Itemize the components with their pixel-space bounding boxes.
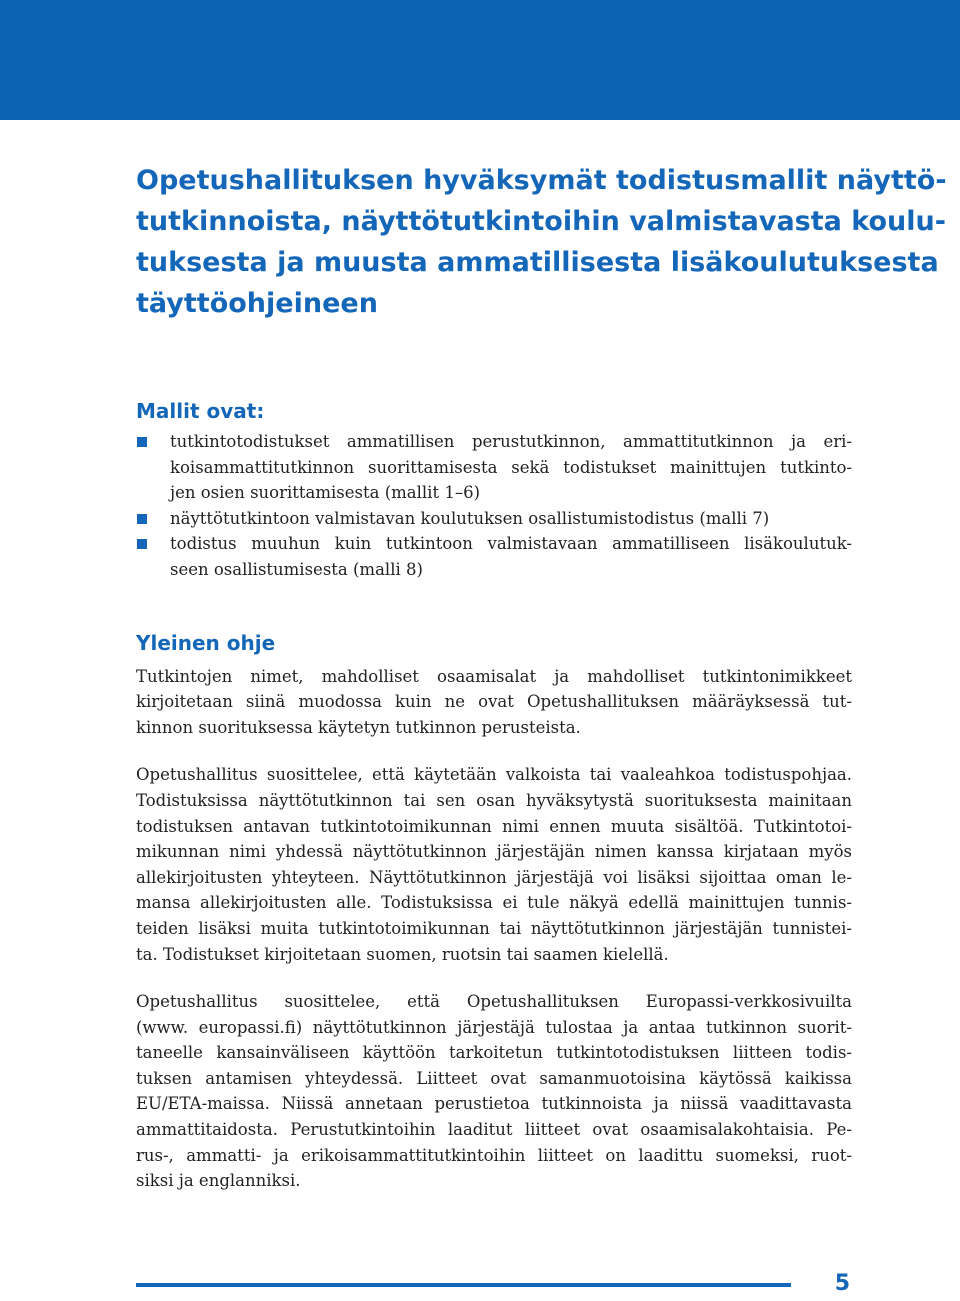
paragraph-line: ta. Todistukset kirjoitetaan suomen, ruotsin tai saamen kielellä. [136, 944, 669, 964]
yleinen-heading: Yleinen ohje [136, 630, 276, 655]
paragraph-line: Opetushallitus suosittelee, että käytetään valkoista tai vaaleahkoa todistuspohjaa. [136, 765, 852, 785]
paragraph-line: siksi ja englanniksi. [136, 1171, 301, 1191]
page-content [136, 160, 947, 1194]
list-item-line: tutkintotodistukset ammatillisen perustutkinnon, ammattitutkinnon ja eri- [170, 432, 852, 451]
title-line: tutkinnoista, näyttötutkintoihin valmistavasta koulu- [136, 206, 946, 237]
header-band [0, 0, 960, 120]
mallit-list [136, 429, 852, 583]
list-item-line: koisammattitutkinnon suorittamisesta sekä todistukset mainittujen tutkinto- [170, 457, 852, 477]
list-item-line: jen osien suorittamisesta (mallit 1–6) [170, 483, 481, 503]
page-number: 5 [834, 1271, 850, 1296]
paragraph [136, 664, 852, 741]
mallit-heading: Mallit ovat: [136, 399, 265, 423]
paragraph-line: allekirjoitusten yhteyteen. Näyttötutkinnon järjestäjä voi lisäksi sijoittaa oman le- [136, 867, 852, 887]
list-item-line: näyttötutkintoon valmistavan koulutuksen osallistumistodistus (malli 7) [170, 508, 770, 528]
paragraph [136, 989, 852, 1194]
list-item [136, 429, 852, 506]
paragraph-line: Tutkintojen nimet, mahdolliset osaamisalat ja mahdolliset tutkintonimikkeet [136, 666, 852, 686]
paragraph-line: mansa allekirjoitusten alle. Todistuksissa ei tule näkyä edellä mainittujen tunnis- [136, 893, 852, 913]
title-line: täyttöohjeineen [136, 288, 378, 319]
paragraph-line: (www. europassi.fi) näyttötutkinnon järjestäjä tulostaa ja antaa tutkinnon suorit- [136, 1017, 852, 1037]
paragraph-line: taneelle kansainväliseen käyttöön tarkoitetun tutkintotodistuksen liitteen todis- [136, 1043, 852, 1063]
paragraph-line: EU/ETA-maissa. Niissä annetaan perustietoa tutkinnoista ja niissä vaadittavasta [136, 1094, 852, 1114]
title-line: Opetushallituksen hyväksymät todistusmallit näyttö- [136, 165, 947, 196]
paragraph-line: mikunnan nimi yhdessä näyttötutkinnon järjestäjän nimen kanssa kirjataan myös [136, 842, 852, 862]
paragraph-line: todistuksen antavan tutkintotoimikunnan nimi ennen muuta sisältöä. Tutkintotoi- [136, 816, 852, 836]
paragraph-line: Opetushallitus suosittelee, että Opetushallituksen Europassi-verkkosivuilta [136, 992, 852, 1012]
paragraph-line: teiden lisäksi muita tutkintotoimikunnan tai näyttötutkinnon järjestäjän tunnistei- [136, 918, 852, 938]
paragraph-line: kinnon suorituksessa käytetyn tutkinnon perusteista. [136, 717, 581, 737]
paragraph-line: tuksen antamisen yhteydessä. Liitteet ovat samanmuotoisina käytössä kaikissa [136, 1068, 852, 1088]
list-item [136, 506, 852, 532]
paragraph [136, 762, 852, 967]
paragraph-line: Todistuksissa näyttötutkinnon tai sen osan hyväksytystä suorituksesta mainitaan [136, 790, 852, 810]
square-bullet-icon [137, 539, 147, 549]
list-item-line: todistus muuhun kuin tutkintoon valmistavaan ammatilliseen lisäkoulutuk- [170, 534, 852, 554]
page-title [136, 160, 947, 324]
paragraph-line: rus-, ammatti- ja erikoisammattitutkintoihin liitteet on laadittu suomeksi, ruot- [136, 1145, 852, 1165]
paragraph-line: kirjoitetaan siinä muodossa kuin ne ovat Opetushallituksen määräyksessä tut- [136, 692, 852, 712]
paragraph-line: ammattitaidosta. Perustutkintoihin laaditut liitteet ovat osaamisalakohtaisia. Pe- [136, 1120, 852, 1140]
list-item-line: seen osallistumisesta (malli 8) [170, 559, 423, 579]
square-bullet-icon [137, 514, 147, 524]
list-item [136, 531, 852, 582]
title-line: tuksesta ja muusta ammatillisesta lisäkoulutuksesta [136, 247, 939, 278]
footer-rule [136, 1283, 791, 1287]
square-bullet-icon [137, 437, 147, 447]
